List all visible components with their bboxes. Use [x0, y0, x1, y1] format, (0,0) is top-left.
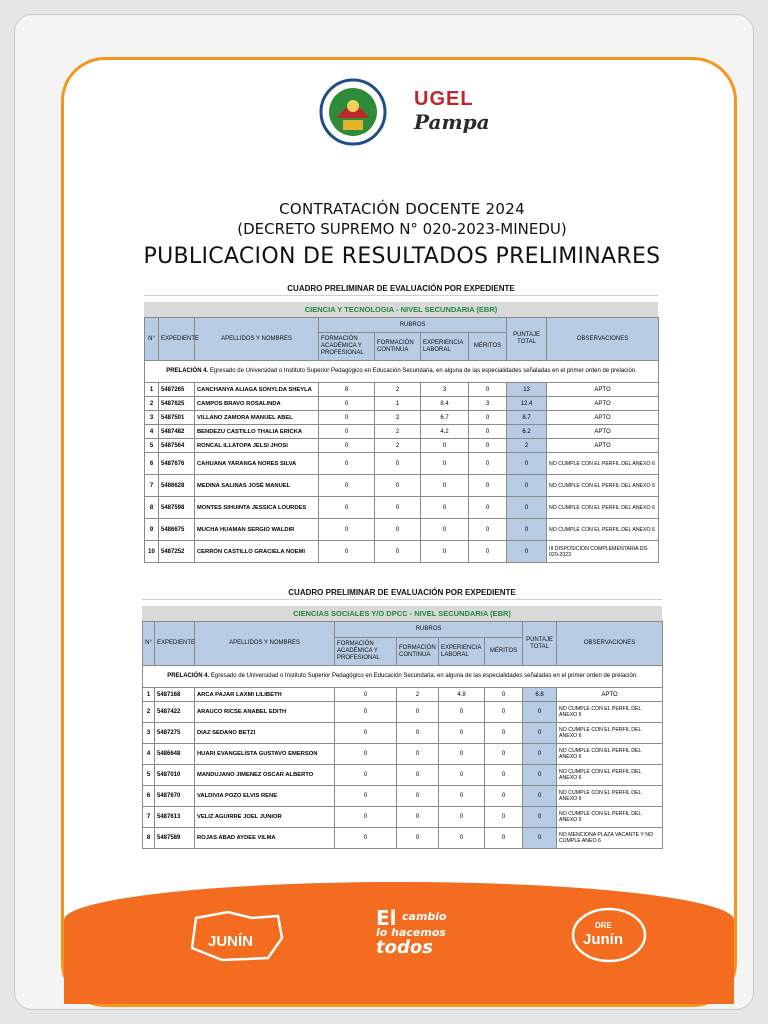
cell-expediente: 5487625: [159, 397, 195, 411]
cell-apellidos: MEDINA SALINAS JOSÉ MANUEL: [195, 475, 319, 497]
cell-meritos: 0: [469, 453, 507, 475]
table-row: [145, 453, 659, 475]
cell-formacion-academica: 0: [319, 453, 375, 475]
cell-puntaje-total: 12.4: [507, 397, 547, 411]
cell-puntaje-total: 0: [523, 702, 557, 723]
row-number: 5: [143, 765, 155, 786]
cell-apellidos: ROJAS ABAD AYDEE VILMA: [195, 828, 335, 849]
col-n: N°: [143, 622, 155, 666]
region-logo-text: JUNÍN: [208, 933, 254, 950]
sheet-title: CUADRO PRELIMINAR DE EVALUACIÓN POR EXPEDIENTE: [144, 282, 658, 296]
cell-formacion-academica: 0: [319, 519, 375, 541]
cell-formacion-academica: 0: [335, 702, 397, 723]
heading-decreto: (DECRETO SUPREMO N° 020-2023-MINEDU): [237, 220, 567, 238]
cell-formacion-academica: 0: [335, 688, 397, 702]
cell-formacion-academica: 0: [335, 723, 397, 744]
cell-formacion-continua: 0: [375, 475, 421, 497]
cell-experiencia: 4.8: [439, 688, 485, 702]
cell-observaciones: NO CUMPLE CON EL PERFIL DEL ANEXO 6: [547, 453, 659, 475]
cell-meritos: 0: [469, 497, 507, 519]
cell-formacion-continua: 0: [397, 828, 439, 849]
svg-text:Junín: Junín: [583, 931, 623, 948]
cell-apellidos: MUCHA HUAMAN SERGIO WALDIR: [195, 519, 319, 541]
cell-expediente: 5487275: [155, 723, 195, 744]
cell-formacion-continua: 2: [397, 688, 439, 702]
cell-meritos: 0: [485, 702, 523, 723]
cell-expediente: 5487265: [159, 383, 195, 397]
col-experiencia: EXPERIENCIA LABORAL: [421, 333, 469, 361]
col-expediente: EXPEDIENTE: [159, 318, 195, 361]
cell-puntaje-total: 0: [507, 541, 547, 563]
cell-observaciones: NO CUMPLE CON EL PERFIL DEL ANEXO 6: [547, 475, 659, 497]
cell-meritos: 0: [485, 765, 523, 786]
cell-formacion-academica: 0: [335, 765, 397, 786]
cell-apellidos: VILLANO ZAMORA MANUEL ABEL: [195, 411, 319, 425]
cell-apellidos: BENDEZU CASTILLO THALIA ERICKA: [195, 425, 319, 439]
sheet-subtitle: CIENCIA Y TECNOLOGIA - NIVEL SECUNDARIA (EBR): [144, 302, 658, 317]
cell-expediente: 5487482: [159, 425, 195, 439]
col-formacion-continua: FORMACIÓN CONTINUA: [397, 638, 439, 666]
cell-apellidos: CANCHANYA ALIAGA SONYLDA SHEYLA: [195, 383, 319, 397]
row-number: 2: [145, 397, 159, 411]
cell-formacion-continua: 2: [375, 411, 421, 425]
cell-observaciones: NO CUMPLE CON EL PERFIL DEL ANEXO 6: [547, 497, 659, 519]
cell-meritos: 0: [469, 425, 507, 439]
cell-puntaje-total: 0: [523, 828, 557, 849]
table-row: [145, 425, 659, 439]
cell-experiencia: 0: [421, 497, 469, 519]
cell-observaciones: APTO: [547, 397, 659, 411]
cell-expediente: 5486628: [159, 475, 195, 497]
cell-formacion-academica: 0: [335, 786, 397, 807]
cell-formacion-continua: 2: [375, 439, 421, 453]
cell-apellidos: CERRÓN CASTILLO GRACIELA NOEMI: [195, 541, 319, 563]
table-row: [143, 702, 663, 723]
cell-apellidos: DIAZ SEDANO BETZI: [195, 723, 335, 744]
cell-experiencia: 0: [439, 786, 485, 807]
cell-apellidos: RONCAL ILLATOPA JELSI JHOSI: [195, 439, 319, 453]
results-sheet-2: [142, 586, 662, 849]
row-number: 7: [143, 807, 155, 828]
table-row: [143, 744, 663, 765]
table-row: [145, 439, 659, 453]
cell-formacion-continua: 0: [397, 744, 439, 765]
cell-expediente: 5487598: [159, 497, 195, 519]
cell-puntaje-total: 13: [507, 383, 547, 397]
prelacion-note: PRELACIÓN 4. Egresado de Universidad o Instituto Superior Pedagógico en Educación Secundaria, en alguna de las especialidades señaladas en el primer orden de prelación.: [145, 361, 659, 383]
cell-observaciones: APTO: [557, 688, 663, 702]
cell-experiencia: 0: [421, 541, 469, 563]
cell-formacion-continua: 2: [375, 383, 421, 397]
col-meritos: MÉRITOS: [469, 333, 507, 361]
row-number: 4: [143, 744, 155, 765]
table-row: [145, 411, 659, 425]
slogan-cambio: cambio: [402, 910, 447, 923]
slogan-todos: todos: [376, 937, 433, 958]
cell-observaciones: APTO: [547, 425, 659, 439]
slogan: [376, 906, 496, 958]
cell-meritos: 0: [485, 807, 523, 828]
cell-puntaje-total: 8.7: [507, 411, 547, 425]
ugel-wordmark: UGEL: [414, 88, 474, 110]
cell-formacion-academica: 0: [319, 439, 375, 453]
cell-apellidos: VALDIVIA POZO ELVIS RENE: [195, 786, 335, 807]
cell-formacion-continua: 0: [375, 541, 421, 563]
cell-experiencia: 0: [439, 765, 485, 786]
cell-meritos: 0: [485, 786, 523, 807]
cell-expediente: 5487589: [155, 828, 195, 849]
svg-text:DRE: DRE: [595, 921, 612, 930]
col-experiencia: EXPERIENCIA LABORAL: [439, 638, 485, 666]
row-number: 2: [143, 702, 155, 723]
results-table: [142, 621, 663, 849]
table-row: [145, 397, 659, 411]
cell-formacion-continua: 0: [375, 497, 421, 519]
cell-expediente: 5487670: [155, 786, 195, 807]
cell-experiencia: 0: [439, 744, 485, 765]
cell-puntaje-total: 0: [523, 807, 557, 828]
cell-apellidos: ARAUCO RICSE ANABEL EDITH: [195, 702, 335, 723]
cell-meritos: 0: [485, 828, 523, 849]
cell-expediente: 5486648: [155, 744, 195, 765]
cell-apellidos: MONTES SIHUINTA JESSICA LOURDES: [195, 497, 319, 519]
table-row: [145, 383, 659, 397]
cell-formacion-academica: 0: [335, 744, 397, 765]
cell-formacion-continua: 0: [397, 807, 439, 828]
cell-puntaje-total: 0: [507, 453, 547, 475]
sheet-subtitle: CIENCIAS SOCIALES Y/O DPCC - NIVEL SECUNDARIA (EBR): [142, 606, 662, 621]
col-apellidos: APELLIDOS Y NOMBRES: [195, 622, 335, 666]
cell-formacion-academica: 0: [319, 397, 375, 411]
cell-experiencia: 0: [421, 475, 469, 497]
cell-apellidos: VELIZ AGUIRRE JOEL JUNIOR: [195, 807, 335, 828]
cell-formacion-continua: 0: [397, 786, 439, 807]
row-number: 3: [143, 723, 155, 744]
cell-formacion-academica: 0: [335, 828, 397, 849]
cell-formacion-academica: 0: [319, 411, 375, 425]
row-number: 8: [145, 497, 159, 519]
cell-experiencia: 0: [439, 828, 485, 849]
col-rubros: RUBROS: [319, 318, 507, 333]
cell-formacion-continua: 0: [375, 519, 421, 541]
cell-observaciones: NO CUMPLE CON EL PERFIL DEL ANEXO 6: [547, 519, 659, 541]
cell-expediente: 5487613: [155, 807, 195, 828]
cell-meritos: 3: [469, 397, 507, 411]
junin-region-logo-icon: [182, 908, 292, 964]
row-number: 1: [145, 383, 159, 397]
col-puntaje: PUNTAJE TOTAL: [507, 318, 547, 361]
cell-observaciones: NO CUMPLE CON EL PERFIL DEL ANEXO 6: [557, 765, 663, 786]
col-puntaje: PUNTAJE TOTAL: [523, 622, 557, 666]
results-table: [144, 317, 659, 563]
cell-meritos: 0: [469, 475, 507, 497]
results-sheet-1: [144, 282, 658, 563]
table-row: [145, 519, 659, 541]
cell-meritos: 0: [469, 519, 507, 541]
row-number: 3: [145, 411, 159, 425]
cell-puntaje-total: 0: [507, 519, 547, 541]
cell-puntaje-total: 0: [523, 744, 557, 765]
cell-observaciones: III DISPOSICIÓN COMPLEMENTARIA DS-020-2023: [547, 541, 659, 563]
cell-puntaje-total: 0: [507, 497, 547, 519]
cell-expediente: 5487501: [159, 411, 195, 425]
cell-expediente: 5487676: [159, 453, 195, 475]
cell-formacion-academica: 0: [319, 541, 375, 563]
pampa-wordmark: Pampa: [414, 110, 490, 134]
slogan-el: El: [376, 906, 397, 930]
table-row: [145, 497, 659, 519]
slogan-lo-hacemos: lo hacemos: [376, 926, 446, 939]
cell-meritos: 0: [469, 411, 507, 425]
col-formacion-continua: FORMACIÓN CONTINUA: [375, 333, 421, 361]
cell-experiencia: 4.2: [421, 425, 469, 439]
col-n: N°: [145, 318, 159, 361]
cell-puntaje-total: 6.2: [507, 425, 547, 439]
cell-meritos: 0: [469, 541, 507, 563]
row-number: 9: [145, 519, 159, 541]
dre-junin-logo-icon: [569, 906, 649, 964]
cell-experiencia: 3: [421, 383, 469, 397]
cell-experiencia: 8.4: [421, 397, 469, 411]
row-number: 6: [143, 786, 155, 807]
col-apellidos: APELLIDOS Y NOMBRES: [195, 318, 319, 361]
col-formacion-academica: FORMACIÓN ACADÉMICA Y PROFESIONAL: [335, 638, 397, 666]
cell-formacion-continua: 0: [397, 765, 439, 786]
col-meritos: MÉRITOS: [485, 638, 523, 666]
cell-expediente: 5486675: [159, 519, 195, 541]
col-observaciones: OBSERVACIONES: [547, 318, 659, 361]
cell-experiencia: 0: [439, 723, 485, 744]
cell-formacion-academica: 0: [319, 425, 375, 439]
cell-apellidos: HUARI EVANGELISTA GUSTAVO EMERSON: [195, 744, 335, 765]
col-formacion-academica: FORMACIÓN ACADÉMICA Y PROFESIONAL: [319, 333, 375, 361]
cell-formacion-continua: 2: [375, 425, 421, 439]
cell-expediente: 5487010: [155, 765, 195, 786]
cell-observaciones: NO CUMPLE CON EL PERFIL DEL ANEXO 6: [557, 702, 663, 723]
heading-contratacion: CONTRATACIÓN DOCENTE 2024: [279, 200, 525, 218]
table-row: [143, 828, 663, 849]
cell-formacion-academica: 0: [335, 807, 397, 828]
cell-expediente: 5487168: [155, 688, 195, 702]
table-row: [143, 765, 663, 786]
cell-expediente: 5487564: [159, 439, 195, 453]
cell-meritos: 0: [485, 744, 523, 765]
sheet-title: CUADRO PRELIMINAR DE EVALUACIÓN POR EXPEDIENTE: [142, 586, 662, 600]
cell-observaciones: NO CUMPLE CON EL PERFIL DEL ANEXO 6: [557, 786, 663, 807]
row-number: 6: [145, 453, 159, 475]
cell-formacion-continua: 0: [375, 453, 421, 475]
cell-formacion-academica: 0: [319, 475, 375, 497]
table-row: [143, 688, 663, 702]
table-row: [143, 807, 663, 828]
cell-meritos: 0: [469, 439, 507, 453]
col-rubros: RUBROS: [335, 622, 523, 638]
cell-puntaje-total: 0: [523, 723, 557, 744]
cell-puntaje-total: 0: [523, 765, 557, 786]
col-expediente: EXPEDIENTE: [155, 622, 195, 666]
cell-formacion-continua: 0: [397, 702, 439, 723]
cell-observaciones: APTO: [547, 411, 659, 425]
cell-formacion-continua: 1: [375, 397, 421, 411]
poster-card: [61, 57, 737, 1007]
cell-meritos: 0: [485, 723, 523, 744]
cell-observaciones: NO CUMPLE CON EL PERFIL DEL ANEXO 6: [557, 723, 663, 744]
cell-apellidos: MANDUJANO JIMENEZ OSCAR ALBERTO: [195, 765, 335, 786]
table-row: [143, 786, 663, 807]
cell-observaciones: NO CUMPLE CON EL PERFIL DEL ANEXO 6: [557, 744, 663, 765]
table-row: [143, 723, 663, 744]
row-number: 10: [145, 541, 159, 563]
row-number: 1: [143, 688, 155, 702]
cell-apellidos: CAHUANA YARANGA NORES SILVA: [195, 453, 319, 475]
cell-experiencia: 0: [421, 439, 469, 453]
cell-meritos: 0: [469, 383, 507, 397]
cell-apellidos: ARCA PAJAR LAXMI LILIBETH: [195, 688, 335, 702]
cell-observaciones: APTO: [547, 383, 659, 397]
cell-expediente: 5487422: [155, 702, 195, 723]
cell-observaciones: APTO: [547, 439, 659, 453]
cell-formacion-continua: 0: [397, 723, 439, 744]
cell-formacion-academica: 0: [319, 497, 375, 519]
cell-puntaje-total: 0: [523, 786, 557, 807]
cell-experiencia: 0: [439, 807, 485, 828]
row-number: 4: [145, 425, 159, 439]
table-row: [145, 541, 659, 563]
row-number: 8: [143, 828, 155, 849]
cell-experiencia: 0: [439, 702, 485, 723]
col-observaciones: OBSERVACIONES: [557, 622, 663, 666]
document-frame: [14, 14, 754, 1010]
cell-experiencia: 0: [421, 453, 469, 475]
prelacion-note: PRELACIÓN 4. Egresado de Universidad o Instituto Superior Pedagógico en Educación Secundaria, en alguna de las especialidades señaladas en el primer orden de prelación.: [143, 666, 663, 688]
footer-band: [64, 882, 734, 1004]
cell-observaciones: NO MENCIONA PLAZA VACANTE Y NO CUMPLE ANEO 6: [557, 828, 663, 849]
row-number: 5: [145, 439, 159, 453]
row-number: 7: [145, 475, 159, 497]
cell-puntaje-total: 6.8: [523, 688, 557, 702]
cell-formacion-academica: 8: [319, 383, 375, 397]
cell-puntaje-total: 0: [507, 475, 547, 497]
page-title: PUBLICACION DE RESULTADOS PRELIMINARES: [143, 244, 661, 269]
cell-meritos: 0: [485, 688, 523, 702]
cell-apellidos: CAMPOS BRAVO ROSALINDA: [195, 397, 319, 411]
table-row: [145, 475, 659, 497]
results-body-1: [145, 361, 659, 563]
cell-experiencia: 6.7: [421, 411, 469, 425]
cell-observaciones: NO CUMPLE CON EL PERFIL DEL ANEXO 6: [557, 807, 663, 828]
results-body-2: [143, 666, 663, 849]
cell-experiencia: 0: [421, 519, 469, 541]
cell-puntaje-total: 2: [507, 439, 547, 453]
cell-expediente: 5487252: [159, 541, 195, 563]
